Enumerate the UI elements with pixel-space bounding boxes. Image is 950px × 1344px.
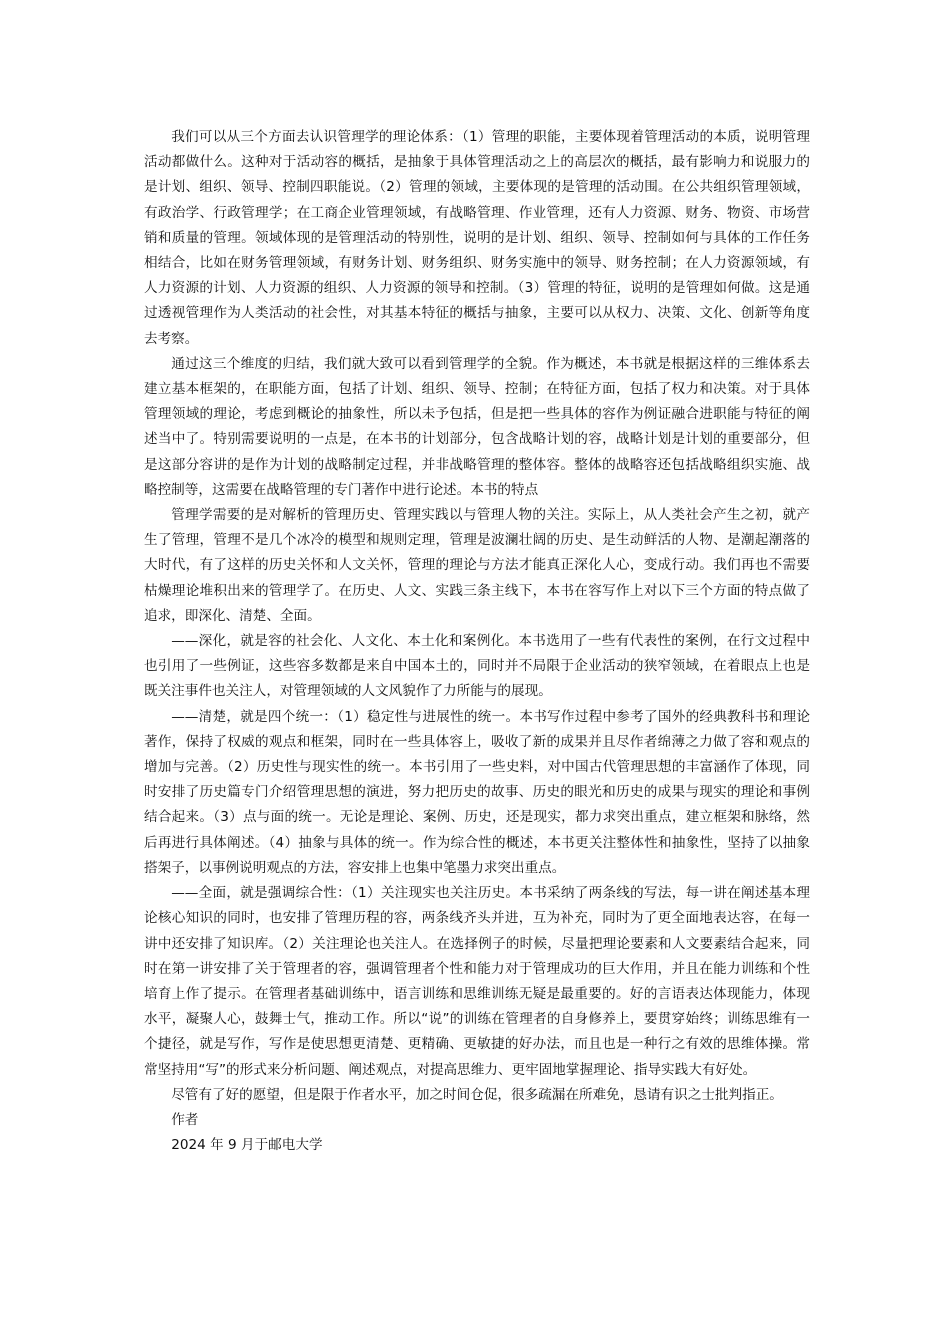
paragraph-deepening: ——深化，就是容的社会化、人文化、本土化和案例化。本书选用了一些有代表性的案例，在行文过程中也引用了一些例证，这些容多数都是来自中国本土的，同时并不局限于企业活动的狭窄领域，在着眼点上也是既关注事件也关注人，对管理领域的人文风貌作了力所能与的展现。 [144,633,810,700]
paragraph-book-features: 管理学需要的是对解析的管理历史、管理实践以与管理人物的关注。实际上，从人类社会产生之初，就产生了管理，管理不是几个冰冷的模型和规则定理，管理是波澜壮阔的历史、是生动鲜活的人物、是潮起潮落的大时代，有了这样的历史关怀和人文关怀，管理的理论与方法才能真正深化人心，变成行动。我们再也不需要枯燥理论堆积出来的管理学了。在历史、人文、实践三条主线下，本书在容写作上对以下三个方面的特点做了追求，即深化、清楚、全面。 [144,507,810,624]
paragraph-comprehensive: ——全面，就是强调综合性：（1）关注现实也关注历史。本书采纳了两条线的写法，每一讲在阐述基本理论核心知识的同时，也安排了管理历程的容，两条线齐头并进，互为补充，同时为了更全面地表达容，在每一讲中还安排了知识库。（2）关注理论也关注人。在选择例子的时候，尽量把理论要素和人文要素结合起来，同时在第一讲安排了关于管理者的容，强调管理者个性和能力对于管理成功的巨大作用，并且在能力训练和个性培育上作了提示。在管理者基础训练中，语言训练和思维训练无疑是最重要的。好的言语表达体现能力，体现水平，凝聚人心，鼓舞士气，推动工作。所以“说”的训练在管理者的自身修养上，要贯穿始终；训练思维有一个捷径，就是写作，写作是使思想更清楚、更精确、更敏捷的好办法，而且也是一种行之有效的思维体操。常常坚持用“写”的形式来分析问题、阐述观点，对提高思维力、更牢固地掌握理论、指导实践大有好处。 [144,885,810,1078]
signature-author: 作者 [171,1111,199,1128]
paragraph-theory-system: 我们可以从三个方面去认识管理学的理论体系：（1）管理的职能，主要体现着管理活动的本质，说明管理活动都做什么。这种对于活动容的概括，是抽象于具体管理活动之上的高层次的概括，最有影响力和说服力的是计划、组织、领导、控制四职能说。（2）管理的领域，主要体现的是管理的活动围。在公共组织管理领域，有政治学、行政管理学；在工商企业管理领域，有战略管理、作业管理，还有人力资源、财务、物资、市场营销和质量的管理。领域体现的是管理活动的特别性，说明的是计划、组织、领导、控制如何与具体的工作任务相结合，比如在财务管理领域，有财务计划、财务组织、财务实施中的领导、财务控制；在人力资源领域，有人力资源的计划、人力资源的组织、人力资源的领导和控制。（3）管理的特征，说明的是管理如何做。这是通过透视管理作为人类活动的社会性，对其基本特征的概括与抽象，主要可以从权力、决策、文化、创新等角度去考察。 [144,129,810,347]
paragraph-clarity: ——清楚，就是四个统一：（1）稳定性与进展性的统一。本书写作过程中参考了国外的经典教科书和理论著作，保持了权威的观点和框架，同时在一些具体容上，吸收了新的成果并且尽作者绵薄之力做了容和观点的增加与完善。（2）历史性与现实性的统一。本书引用了一些史料，对中国古代管理思想的丰富涵作了体现，同时安排了历史篇专门介绍管理思想的演进，努力把历史的故事、历史的眼光和历史的成果与现实的理论和事例结合起来。（3）点与面的统一。无论是理论、案例、历史，还是现实，都力求突出重点，建立框架和脉络，然后再进行具体阐述。（4）抽象与具体的统一。作为综合性的概述，本书更关注整体性和抽象性，坚持了以抽象搭架子，以事例说明观点的方法，容安排上也集中笔墨力求突出重点。 [144,708,810,876]
paragraph-closing: 尽管有了好的愿望，但是限于作者水平，加之时间仓促，很多疏漏在所难免，恳请有识之士批判指正。 [171,1086,783,1103]
paragraph-three-dimensions: 通过这三个维度的归结，我们就大致可以看到管理学的全貌。作为概述，本书就是根据这样的三维体系去建立基本框架的，在职能方面，包括了计划、组织、领导、控制；在特征方面，包括了权力和决策。对于具体管理领域的理论，考虑到概论的抽象性，所以未予包括，但是把一些具体的容作为例证融合进职能与特征的阐述当中了。特别需要说明的一点是，在本书的计划部分，包含战略计划的容，战略计划是计划的重要部分，但是这部分容讲的是作为计划的战略制定过程，并非战略管理的整体容。整体的战略容还包括战略组织实施、战略控制等，这需要在战略管理的专门著作中进行论述。本书的特点 [144,355,810,498]
signature-date-place: 2024 年 9 月于邮电大学 [171,1137,323,1154]
document-body [144,125,810,1158]
